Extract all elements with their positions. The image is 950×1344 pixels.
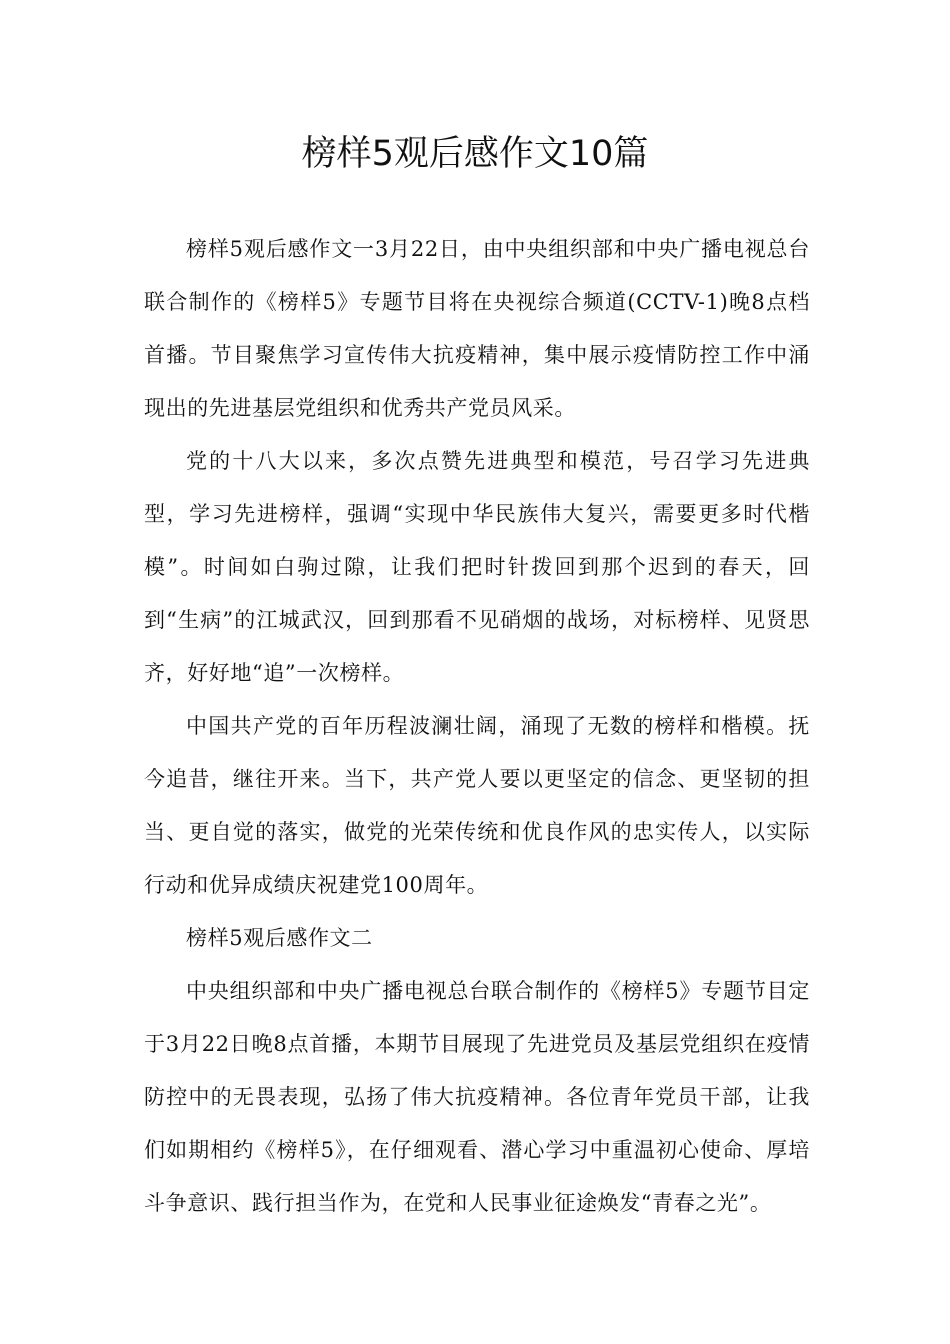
paragraph: 榜样5观后感作文一3月22日，由中央组织部和中央广播电视总台联合制作的《榜样5》专题节目将在央视综合频道(CCTV-1)晚8点档首播。节目聚焦学习宣传伟大抗疫精神，集中展示疫情防控工作中涌现出的先进基层党组织和优秀共产党员风采。: [144, 237, 810, 420]
document-title: 榜样5观后感作文10篇: [301, 134, 649, 174]
paragraph: 中国共产党的百年历程波澜壮阔，涌现了无数的榜样和楷模。抚今追昔，继往开来。当下，共产党人要以更坚定的信念、更坚韧的担当、更自觉的落实，做党的光荣传统和优良作风的忠实传人，以实际行动和优异成绩庆祝建党100周年。: [144, 714, 810, 897]
document-body: [144, 223, 810, 1230]
paragraph: 党的十八大以来，多次点赞先进典型和模范，号召学习先进典型，学习先进榜样，强调“实现中华民族伟大复兴，需要更多时代楷模”。时间如白驹过隙，让我们把时针拨回到那个迟到的春天，回到“生病”的江城武汉，回到那看不见硝烟的战场，对标榜样、见贤思齐，好好地“追”一次榜样。: [144, 449, 810, 685]
paragraph: 中央组织部和中央广播电视总台联合制作的《榜样5》专题节目定于3月22日晚8点首播，本期节目展现了先进党员及基层党组织在疫情防控中的无畏表现，弘扬了伟大抗疫精神。各位青年党员干部，让我们如期相约《榜样5》，在仔细观看、潜心学习中重温初心使命、厚培斗争意识、践行担当作为，在党和人民事业征途焕发“青春之光”。: [144, 979, 810, 1215]
section-heading: 榜样5观后感作文二: [186, 926, 373, 950]
